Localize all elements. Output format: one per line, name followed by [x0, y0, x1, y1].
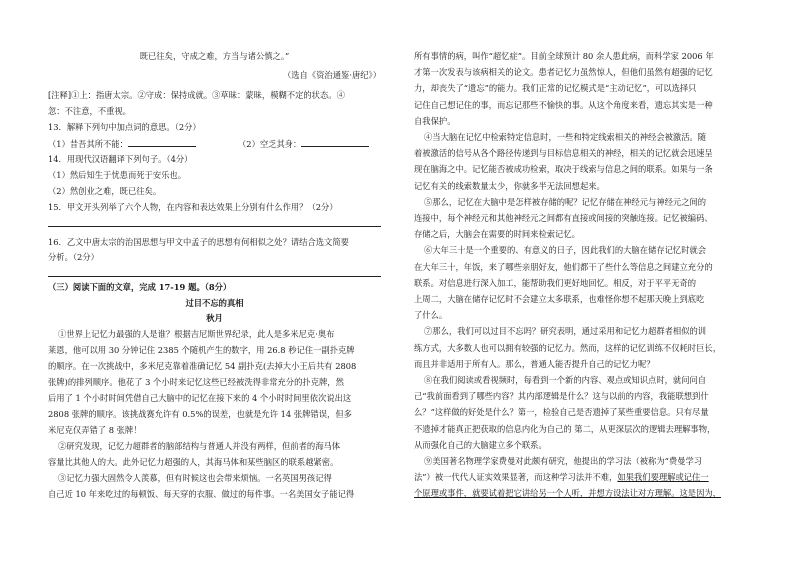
- article-line: [414, 229, 580, 240]
- article-line: [414, 424, 715, 435]
- article-line-text: 存储之后，大脑会在需要的时间来检索记忆。: [414, 229, 580, 240]
- question-13-item-1: （1）昔吾其所不能：: [48, 138, 196, 150]
- article-title: 过目不忘的真相: [185, 298, 244, 308]
- article-line-text: 着被激活的信号从各个路径传递到与目标信息相关的神经，相关的记忆就会迅速呈: [414, 148, 713, 159]
- article-line: [414, 100, 713, 111]
- section-3-heading: （三）阅读下面的文章，完成 17-19 题。（8分）: [48, 282, 232, 292]
- article-line-text: 在大年三十，年饭，来了哪些亲朋好友，他们都干了些什么等信息之间建立充分的: [414, 261, 713, 272]
- article-line-text: 个原理或事件，就要试着把它讲给另一个人听，并想方设法让对方理解。这是因为，: [414, 488, 721, 499]
- question-14-item-1: （1）然后知生于忧患而死于安乐也。: [48, 170, 187, 180]
- article-line-text: 记忆有关的线索数量太少，你就多半无法回想起来。: [414, 180, 605, 191]
- article-author: 秋月: [206, 313, 223, 323]
- article-line-text: 己“我前面看到了哪些内容？其内部逻辑是什么？这与以前的内容，我能联想到什: [414, 391, 709, 402]
- article-line: [414, 440, 547, 451]
- para3-line: 自己近 10 年来吃过的每顿饭、每天穿的衣服、做过的每件事。一名美国女子能记得: [48, 489, 355, 499]
- article-line: [414, 343, 721, 354]
- article-line-text: ⑦那么，我们可以过目不忘吗？研究表明，通过采用和记忆力超群者相似的训: [424, 326, 707, 337]
- article-line: [414, 472, 709, 483]
- article-line-text: 了什么。: [414, 310, 448, 321]
- underlined-text: 如果我们要理解或记住一: [617, 472, 709, 483]
- article-line: [414, 488, 721, 499]
- source-line: （选自《资治通鉴·唐纪》）: [282, 70, 381, 80]
- question-13: 13．解释下列句中加点词的意思。（2分）: [48, 122, 201, 132]
- article-line: [414, 213, 713, 224]
- article-line: [424, 375, 706, 386]
- article-line: [424, 245, 706, 256]
- article-line-text: 联系。对信息进行深入加工，能帮助我们更好地回忆。相反，对于平平无奇的: [414, 277, 697, 288]
- article-line: [424, 326, 706, 337]
- article-line: [414, 391, 709, 402]
- article-line-text: 上周二，大脑在储存记忆时不会建立太多联系，也难怪你想不起那天晚上到底吃: [414, 294, 705, 304]
- question-14-item-2: （2）然创业之难，既已往矣。: [48, 186, 162, 196]
- article-line-text: 记住自己想记住的事，而忘记那些不愉快的事。从这个角度来看，遗忘其实是一种: [414, 99, 713, 110]
- article-line: [414, 181, 605, 192]
- article-line: [414, 67, 713, 78]
- answer-line: [48, 276, 381, 277]
- article-line: [414, 148, 713, 159]
- article-line-text: 力，却丧失了“遗忘”的能力。我们正常的记忆模式是“主动记忆”，可以选择只: [414, 83, 697, 94]
- question-15: 15．甲文开头列举了六个人物，在内容和表达效果上分别有什么作用？（2分）: [48, 202, 338, 212]
- question-13-item-2: （2）空乏其身：: [238, 138, 369, 150]
- para2-line: ②研究发现，记忆力超群者的脑部结构与普通人并没有两样，但前者的海马体: [58, 441, 341, 451]
- para1-line: 后用了 1 个小时时间凭借自己大脑中的记忆在接下来的 4 个小时时间里依次说出这: [48, 393, 352, 403]
- article-line: [414, 407, 709, 418]
- article-line-text: ⑧在我们阅读或看视频时，每看到一个新的内容、观点或知识点时，就问问自: [424, 375, 707, 385]
- article-line-text: 自我保护。: [414, 115, 456, 126]
- para1-line: 的顺序。在一次挑战中，多米尼克靠着准确记忆 54 副扑克(去掉大小王后共有 2808: [48, 361, 357, 371]
- article-line: [414, 51, 714, 62]
- notes-line-2: 忽：不注意，不重视。: [48, 106, 131, 116]
- article-line-text: 么？”这样做的好处是什么？第一，检验自己是否遗掉了某些重要信息。只有尽量: [414, 407, 709, 418]
- question-16-line-2: 分析。（2分）: [48, 252, 99, 262]
- article-line-text: 法”）被一代代人证实效果显著，而这种学习法并不难，: [414, 472, 618, 483]
- para1-line: 米尼克仅弄错了 8 张牌！: [48, 425, 142, 435]
- question-14: 14．用现代汉语翻译下列句子。（4分）: [48, 154, 193, 164]
- article-line-text: ⑥大年三十是一个重要的、有意义的日子，因此我们的大脑在储存记忆时就会: [424, 245, 707, 256]
- article-line: [414, 294, 704, 305]
- article-line-text: 连接中，每个神经元和其他神经元之间都有直接或间接的突触连接。记忆被编码、: [414, 213, 713, 223]
- para1-line: ①世界上记忆力最强的人是谁？根据吉尼斯世界纪录，此人是多米尼克·奥布: [58, 329, 335, 339]
- article-line: [414, 359, 655, 370]
- para1-line: 2808 张牌的顺序。该挑战赛允许有 0.5%的误差，也就是允许 14 张牌错误，但多: [48, 409, 352, 419]
- answer-line: [48, 226, 381, 227]
- article-line-text: 练方式，大多数人也可以拥有较强的记忆力。然而，这样的记忆训练不仅耗时巨长，: [414, 342, 721, 353]
- article-line-text: 所有事情的病，叫作“超忆症”。目前全球预计 80 余人患此病，而科学家 2006 年: [414, 51, 714, 61]
- para1-line: 莱恩，他可以用 30 分钟记住 2385 个随机产生的数字，用 26.8 秒记住一副扑克牌: [48, 345, 355, 355]
- article-line-text: 才第一次发表与该病相关的论文。患者记忆力虽然惊人，但他们虽然有超强的记忆: [414, 67, 713, 78]
- para2-line: 容量比其他人的大。此外记忆力超强的人，其海马体和某些脑区的联系越紧密。: [48, 457, 339, 467]
- para1-line: 张牌)的排列顺序。他花了 3 个小时来记忆这些已经被洗得非常充分的扑克牌，然: [48, 377, 344, 387]
- article-line: [414, 164, 713, 175]
- article-line: [414, 278, 696, 289]
- article-line: [414, 116, 456, 127]
- article-line: [424, 197, 706, 208]
- article-line-text: 现在脑海之中。记忆能否被成功检索，取决于线索与信息之间的联系。如果与一条: [414, 164, 713, 175]
- article-line-text: 从而强化自己的大脑建立多个联系。: [414, 439, 547, 450]
- article-line: [414, 83, 696, 94]
- article-line: [424, 456, 702, 467]
- article-line-text: ⑤那么，记忆在大脑中是怎样被存储的呢？记忆存储在神经元与神经元之间的: [424, 196, 707, 207]
- answer-blank[interactable]: [128, 138, 196, 147]
- article-line-text: 不遗掉才能真正把获取的信息内化为自己的 第二，从更深层次的逻辑去理解事物，: [414, 423, 716, 434]
- question-16-line-1: 16．乙文中唐太宗的治国思想与甲文中孟子的思想有何相似之处？请结合选文简要: [48, 237, 349, 247]
- answer-blank[interactable]: [301, 138, 369, 147]
- article-line-text: 而且并非适用于所有人。那么，普通人能否提升自己的记忆力呢？: [414, 358, 655, 369]
- quote-line: 既已往矣，守成之难，方当与诸公慎之。”: [139, 51, 290, 61]
- article-line: [414, 310, 447, 321]
- article-line-text: ④当大脑在记忆中检索特定信息时，一些和特定线索相关的神经会被激活。随: [424, 132, 707, 142]
- para3-line: ③记忆力强大固然令人羡慕，但有时候这也会带来烦恼。一名英国男孩记得: [58, 473, 332, 483]
- article-line: [424, 132, 706, 143]
- notes-line-1: [注释]①上：指唐太宗。②守成：保持成就。③草昧：蒙昧，模糊不定的状态。④: [48, 90, 345, 100]
- article-line: [414, 262, 713, 273]
- article-line-text: ⑨美国著名物理学家费曼对此颇有研究，他提出的学习法（被称为“费曼学习: [424, 456, 703, 466]
